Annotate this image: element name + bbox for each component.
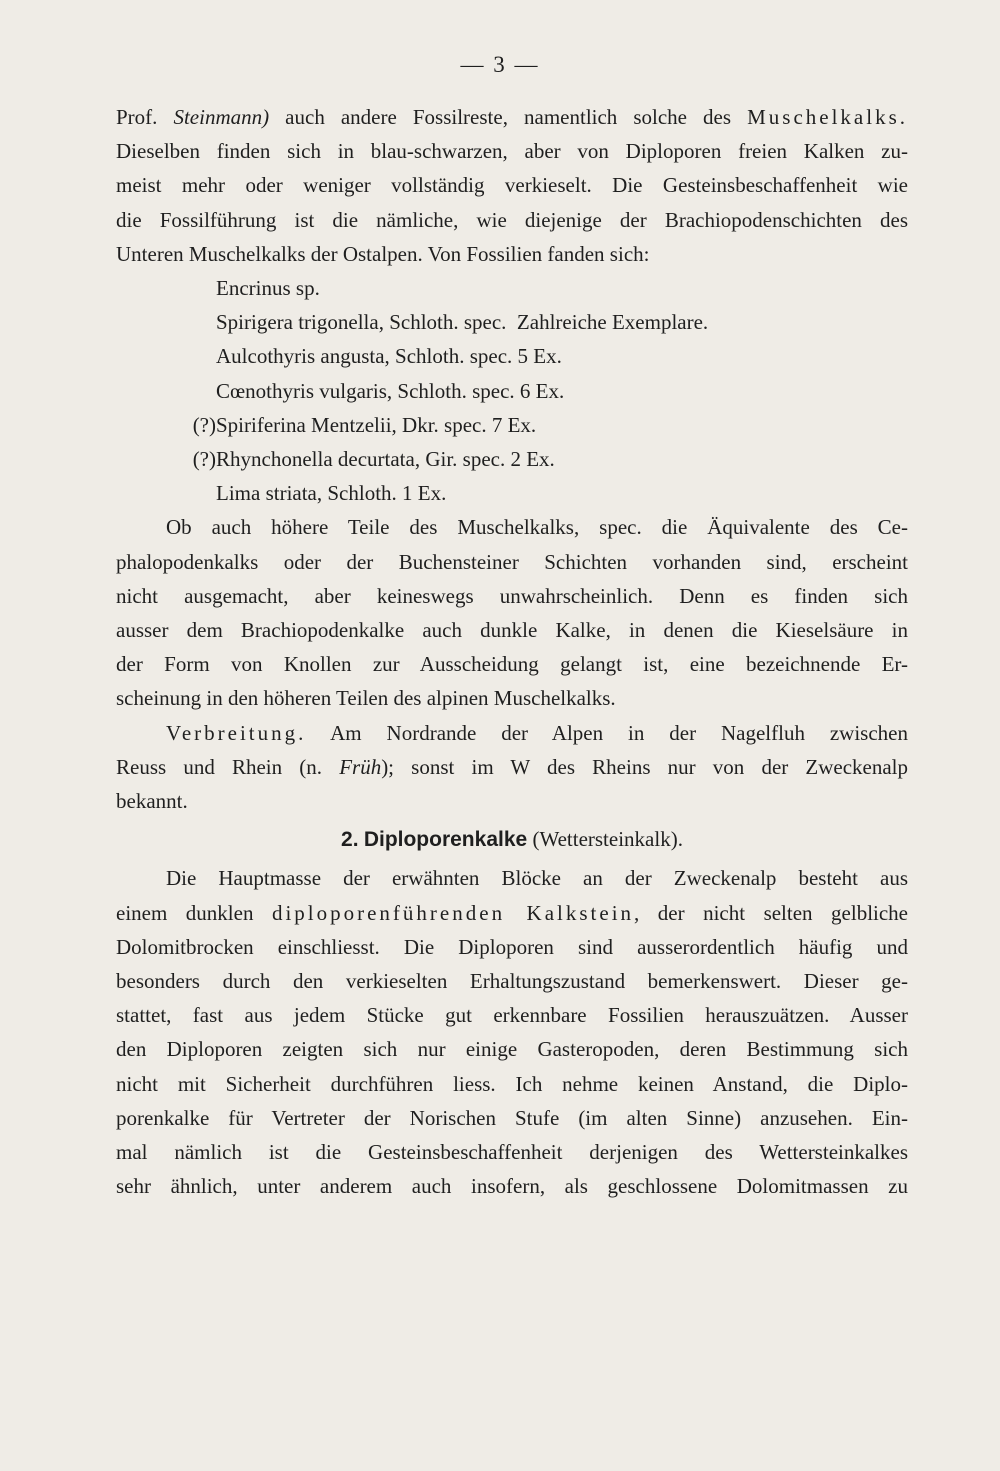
- section-subtitle: (Wettersteinkalk).: [527, 827, 683, 852]
- section-keyword: Verbreitung.: [166, 720, 307, 745]
- text-line: meist mehr oder weniger vollständig verkieselt. Die Gesteinsbeschaffenheit wie: [116, 173, 908, 198]
- text-line: bekannt.: [116, 789, 188, 814]
- text-line: nicht ausgemacht, aber keineswegs unwahrscheinlich. Denn es finden sich: [116, 583, 908, 608]
- section-title: Diploporenkalke: [363, 828, 528, 852]
- text-line: Unteren Muschelkalks der Ostalpen. Von Fossilien fanden sich:: [116, 241, 650, 266]
- text-line: die Fossilführung ist die nämliche, wie diejenige der Brachiopodenschichten des: [116, 207, 908, 232]
- list-item: Encrinus sp.: [216, 276, 320, 301]
- text-line: phalopodenkalks oder der Buchensteiner Schichten vorhanden sind, erscheint: [116, 549, 908, 574]
- list-item: Aulcothyris angusta, Schloth. spec. 5 Ex.: [216, 344, 562, 369]
- text-line: den Diploporen zeigten sich nur einige Gasteropoden, deren Bestimmung sich: [116, 1037, 908, 1062]
- text-line: Ob auch höhere Teile des Muschelkalks, spec. die Äquivalente des Ce-: [166, 515, 908, 540]
- list-item: (?) Rhynchonella decurtata, Gir. spec. 2 Ex.: [192, 447, 555, 472]
- author-name: Früh: [339, 754, 382, 779]
- text-line: Dolomitbrocken einschliesst. Die Diploporen sind ausserordentlich häufig und: [116, 934, 908, 959]
- text-line: Prof. Steinmann) auch andere Fossilreste, namentlich solche des Muschelkalks.: [116, 105, 908, 129]
- section-number: 2.: [341, 828, 359, 852]
- list-item: Lima striata, Schloth. 1 Ex.: [216, 481, 447, 506]
- list-item: (?) Spiriferina Mentzelii, Dkr. spec. 7 Ex.: [192, 412, 537, 437]
- text-line: Die Hauptmasse der erwähnten Blöcke an der Zweckenalp besteht aus: [166, 866, 908, 891]
- text-line: stattet, fast aus jedem Stücke gut erkennbare Fossilien herauszuätzen. Ausser: [116, 1003, 908, 1028]
- paragraph-diploporenkalke: [116, 861, 908, 1203]
- text-line: scheinung in den höheren Teilen des alpinen Muschelkalks.: [116, 686, 616, 711]
- text-line: mal nämlich ist die Gesteinsbeschaffenheit derjenigen des Wettersteinkalkes: [116, 1140, 908, 1165]
- text-line: einem dunklen diploporenführenden Kalkstein, der nicht selten gelbliche: [116, 900, 909, 925]
- text-line: Verbreitung. Am Nordrande der Alpen in der Nagelfluh zwischen: [166, 720, 908, 745]
- page-number: — 3 —: [460, 52, 540, 77]
- paragraph-higher-muschelkalk: [116, 510, 908, 715]
- paragraph-fossils-intro: [116, 100, 908, 271]
- text-line: der Form von Knollen zur Ausscheidung gelangt ist, eine bezeichnende Er-: [116, 652, 908, 677]
- list-item: Cœnothyris vulgaris, Schloth. spec. 6 Ex.: [216, 378, 565, 403]
- section-heading: [116, 822, 908, 857]
- text-line: porenkalke für Vertreter der Norischen Stufe (im alten Sinne) anzusehen. Ein-: [116, 1105, 908, 1130]
- text-line: Dieselben finden sich in blau-schwarzen, aber von Diploporen freien Kalken zu-: [116, 139, 908, 164]
- list-item: Spirigera trigonella, Schloth. spec. Zahlreiche Exemplare.: [216, 310, 709, 335]
- text-line: ausser dem Brachiopodenkalke auch dunkle Kalke, in denen die Kieselsäure in: [116, 618, 908, 643]
- text-line: sehr ähnlich, unter anderem auch insofern, als geschlossene Dolomitmassen zu: [116, 1174, 908, 1199]
- text-line: besonders durch den verkieselten Erhaltungszustand bemerkenswert. Dieser ge-: [116, 969, 908, 994]
- author-name: Steinmann): [173, 105, 270, 129]
- text-line: nicht mit Sicherheit durchführen liess. Ich nehme keinen Anstand, die Diplo-: [116, 1071, 908, 1096]
- text-line: Reuss und Rhein (n. Früh); sonst im W des Rheins nur von der Zweckenalp: [116, 754, 909, 779]
- paragraph-verbreitung: [116, 716, 908, 819]
- text-block: [116, 100, 908, 1204]
- fossil-list: [116, 271, 908, 510]
